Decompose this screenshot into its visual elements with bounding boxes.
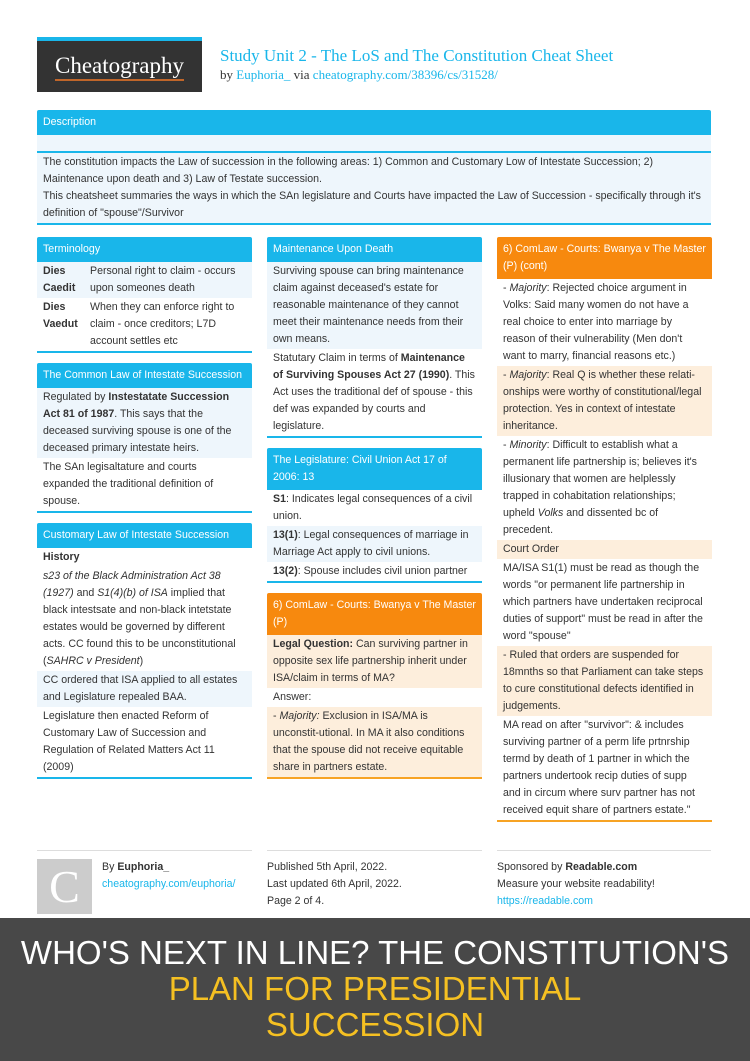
description-text: The constitution impacts the Law of succession in the following areas: 1) Common and Customary Low of Intestate Succession; 2) Maintenance upon death and 3) Law of Testate succession. This cheatsheet summaries the ways in which the SAn legislature and Courts have impacted the Law of Succession - specifically through it's definition of "spouse"/Survivor: [37, 153, 711, 223]
description-spacer: [37, 135, 711, 153]
section-header: 6) ComLaw - Courts: Bwanya v The Master (P): [267, 593, 482, 635]
section-header: The Legislature: Civil Union Act 17 of 2006: 13: [267, 448, 482, 490]
civil-union-section: The Legislature: Civil Union Act 17 of 2006: 13 S1: Indicates legal consequences of a civil union. 13(1): Legal consequences of marriage in Marriage Act apply to civil unions. 13(2): Spouse includes civil union partner: [267, 448, 482, 583]
section-header: Description: [37, 110, 711, 135]
section-header: Maintenance Upon Death: [267, 237, 482, 262]
terminology-section: [37, 237, 252, 353]
column-2: [267, 237, 482, 789]
sheet-url-link[interactable]: cheatography.com/38396/cs/31528/: [312, 67, 498, 82]
sheet-title[interactable]: Study Unit 2 - The LoS and The Constitution Cheat Sheet: [220, 46, 614, 65]
author-link[interactable]: Euphoria_: [236, 67, 291, 82]
column-3: [497, 237, 712, 832]
sponsor-link[interactable]: https://readable.com: [497, 895, 593, 907]
term-row: Dies Vaedut When they can enforce right to claim - once creditors; L7D account settles etc: [43, 301, 235, 347]
title-overlay: WHO'S NEXT IN LINE? THE CONSTITUTION'S PLAN FOR PRESIDENTIAL SUCCESSION: [0, 918, 750, 1061]
avatar: C: [37, 859, 92, 914]
common-law-section: The Common Law of Intestate Succession Regulated by Instestatate Succession Act 81 of 1987. This says that the deceased surviving spouse is one of the deceased primary intestate heirs. The SAn legisaltature and courts expanded the traditional definition of spouse.: [37, 363, 252, 513]
footer-author: C By Euphoria_ cheatography.com/euphoria/: [37, 850, 252, 914]
maintenance-section: Maintenance Upon Death Surviving spouse can bring maintenance claim against deceased's estate for reasonable maintenance of they cannot meet their maintenance needs from their own means. Statutary Claim in terms of Maintenance of Surviving Spouses Act 27 (1990). This Act uses the traditional def of spouse - this def was expanded by courts and legislature.: [267, 237, 482, 438]
section-header: Terminology: [37, 237, 252, 262]
footer-sponsor: Sponsored by Readable.com Measure your website readability! https://readable.com: [497, 850, 711, 910]
section-header: 6) ComLaw - Courts: Bwanya v The Master (P) (cont): [497, 237, 712, 279]
term-row: Dies Caedit Personal right to claim - occurs upon someones death: [37, 262, 252, 298]
column-1: [37, 237, 252, 789]
bwanya-cont-section: 6) ComLaw - Courts: Bwanya v The Master (P) (cont) - Majority: Rejected choice argument in Volks: Said many women do not have a real choice to enter into marriage by reason of their vulnerability (Men don't want to marry, financial reasons etc.) - Majority: Real Q is whether these relati-onships were worthy of constitutional/legal protection. Yes in context of intestate inheritance. - Minority: Difficult to establish what a permanent life partnership is; believes it's illusionary that women are helplessly trapped in cohabitation relationships; upheld Volks and dissented bc of precedent. Court Order MA/ISA S1(1) must be read as though the words "or permanent life partnership in which partners have undertaken reciprocal duties of support" must be read in after the word "spouse" - Ruled that orders are suspended for 18mnths so that Parliament can take steps to cure constitutional defects identified in judgements. MA read on after "survivor": & includes surviving partner of a perm life prtnrship termd by death of 1 partner in which the partners undertook recip duties of supp and in circum where surv partner has not received equit share of partners estate.": [497, 237, 712, 822]
customary-law-section: Customary Law of Intestate Succession History s23 of the Black Administration Act 38 (1927) and S1(4)(b) of ISA implied that black intestsate and non-black intetstate estates would be governed by different acts. CC found this to be unconstitutional (SAHRC v President) CC ordered that ISA applied to all estates and Legislature repealed BAA. Legislature then enacted Reform of Customary Law of Succession and Regulation of Related Matters Act 11 (2009): [37, 523, 252, 779]
bwanya-section: 6) ComLaw - Courts: Bwanya v The Master (P) Legal Question: Can surviving partner in opposite sex life partnership inherit under ISA/claim in terms of MA? Answer: - Majority: Exclusion in ISA/MA is unconstit-utional. In MA it also conditions that the spouse did not receive equitable share in partners estate.: [267, 593, 482, 779]
description-section: [37, 110, 711, 225]
section-header: The Common Law of Intestate Succession: [37, 363, 252, 388]
cheatography-logo[interactable]: Cheatography: [37, 37, 202, 92]
author-profile-link[interactable]: cheatography.com/euphoria/: [102, 878, 236, 890]
section-header: Customary Law of Intestate Succession: [37, 523, 252, 548]
footer-dates: Published 5th April, 2022. Last updated 6th April, 2022. Page 2 of 4.: [267, 850, 482, 910]
byline: by Euphoria_ via cheatography.com/38396/cs/31528/: [220, 67, 498, 82]
